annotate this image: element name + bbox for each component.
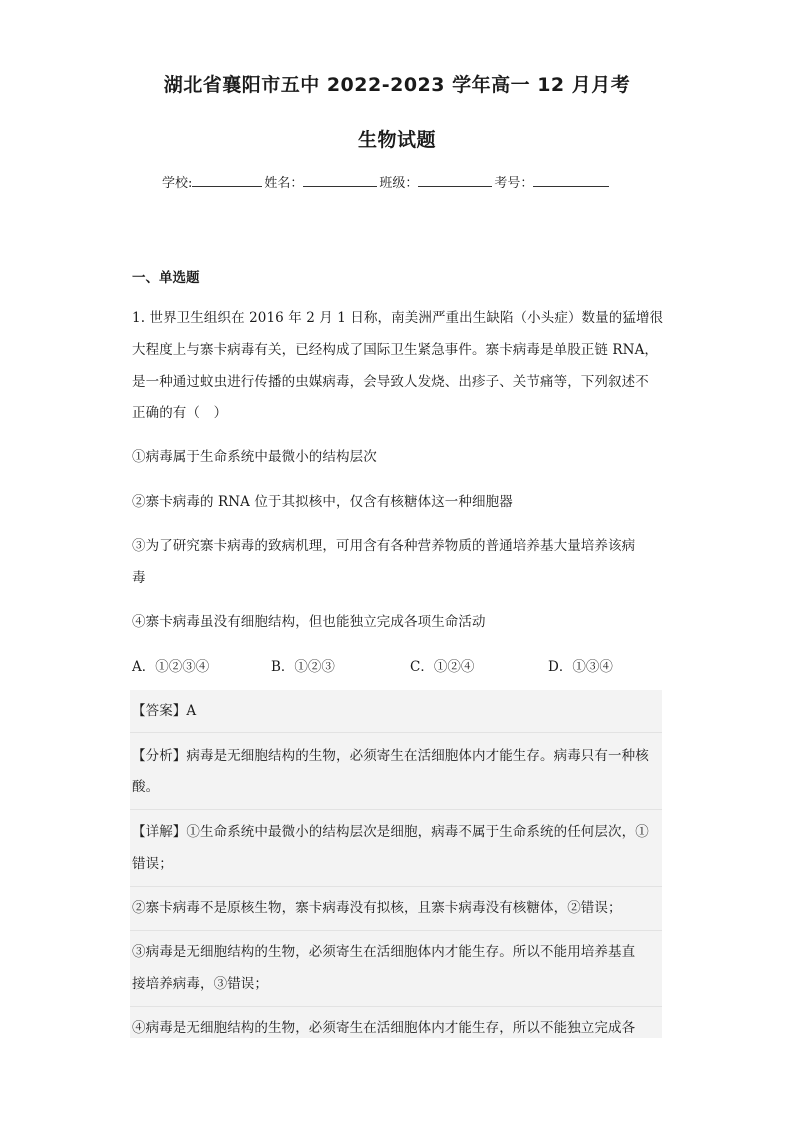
detail-line: ③病毒是无细胞结构的生物，必须寄生在活细胞体内才能生存。所以不能用培养基直 [132,944,636,960]
statement-2: ②寨卡病毒的 RNA 位于其拟核中，仅含有核糖体这一种细胞器 [132,494,513,510]
solution-divider [130,930,662,931]
analysis-line: 【分析】病毒是无细胞结构的生物，必须寄生在活细胞体内才能生存。病毒只有一种核 [132,748,649,764]
solution-divider [130,1006,662,1007]
number-blank [533,172,609,187]
statement-3-continued: 毒 [132,570,146,586]
detail-line: ②寨卡病毒不是原核生物，寨卡病毒没有拟核，且寨卡病毒没有核糖体，②错误； [132,900,622,916]
solution-divider [130,732,662,733]
option-b: B．①②③ [271,659,335,675]
name-blank [303,172,377,187]
school-blank [192,172,262,187]
option-a: A．①②③④ [132,659,210,675]
exam-title: 湖北省襄阳市五中 2022-2023 学年高一 12 月月考 [163,74,631,96]
detail-line: ④病毒是无细胞结构的生物，必须寄生在活细胞体内才能生存，所以不能独立完成各 [132,1020,636,1036]
detail-line: 错误； [132,856,173,872]
section-heading: 一、单选题 [132,270,200,286]
statement-3: ③为了研究寨卡病毒的致病机理，可用含有各种营养物质的普通培养基大量培养该病 [132,538,636,554]
class-blank [418,172,492,187]
exam-subtitle: 生物试题 [357,129,436,151]
analysis-line: 酸。 [132,779,160,795]
solution-divider [130,886,662,887]
solution-divider [130,809,662,810]
number-label: 考号： [494,176,534,191]
detail-line: 【详解】①生命系统中最微小的结构层次是细胞，病毒不属于生命系统的任何层次，① [132,824,649,840]
name-label: 姓名： [264,176,304,191]
question-stem-line: 大程度上与寨卡病毒有关，已经构成了国际卫生紧急事件。寨卡病毒是单股正链 RNA， [132,342,659,358]
school-label: 学校: [162,176,193,191]
option-d: D．①③④ [548,659,613,675]
option-c: C．①②④ [410,659,475,675]
detail-line: 接培养病毒，③错误； [132,976,268,992]
statement-1: ①病毒属于生命系统中最微小的结构层次 [132,449,377,465]
answer-line: 【答案】A [132,703,197,719]
question-stem-line: 是一种通过蚊虫进行传播的虫媒病毒，会导致人发烧、出疹子、关节痛等，下列叙述不 [132,374,649,390]
question-stem-line: 1. 世界卫生组织在 2016 年 2 月 1 日称，南美洲严重出生缺陷（小头症）数量的猛增很 [132,310,664,326]
question-stem-line: 正确的有（ ） [132,405,228,421]
student-info-line [162,172,611,191]
class-label: 班级： [379,176,419,191]
statement-4: ④寨卡病毒虽没有细胞结构，但也能独立完成各项生命活动 [132,614,486,630]
